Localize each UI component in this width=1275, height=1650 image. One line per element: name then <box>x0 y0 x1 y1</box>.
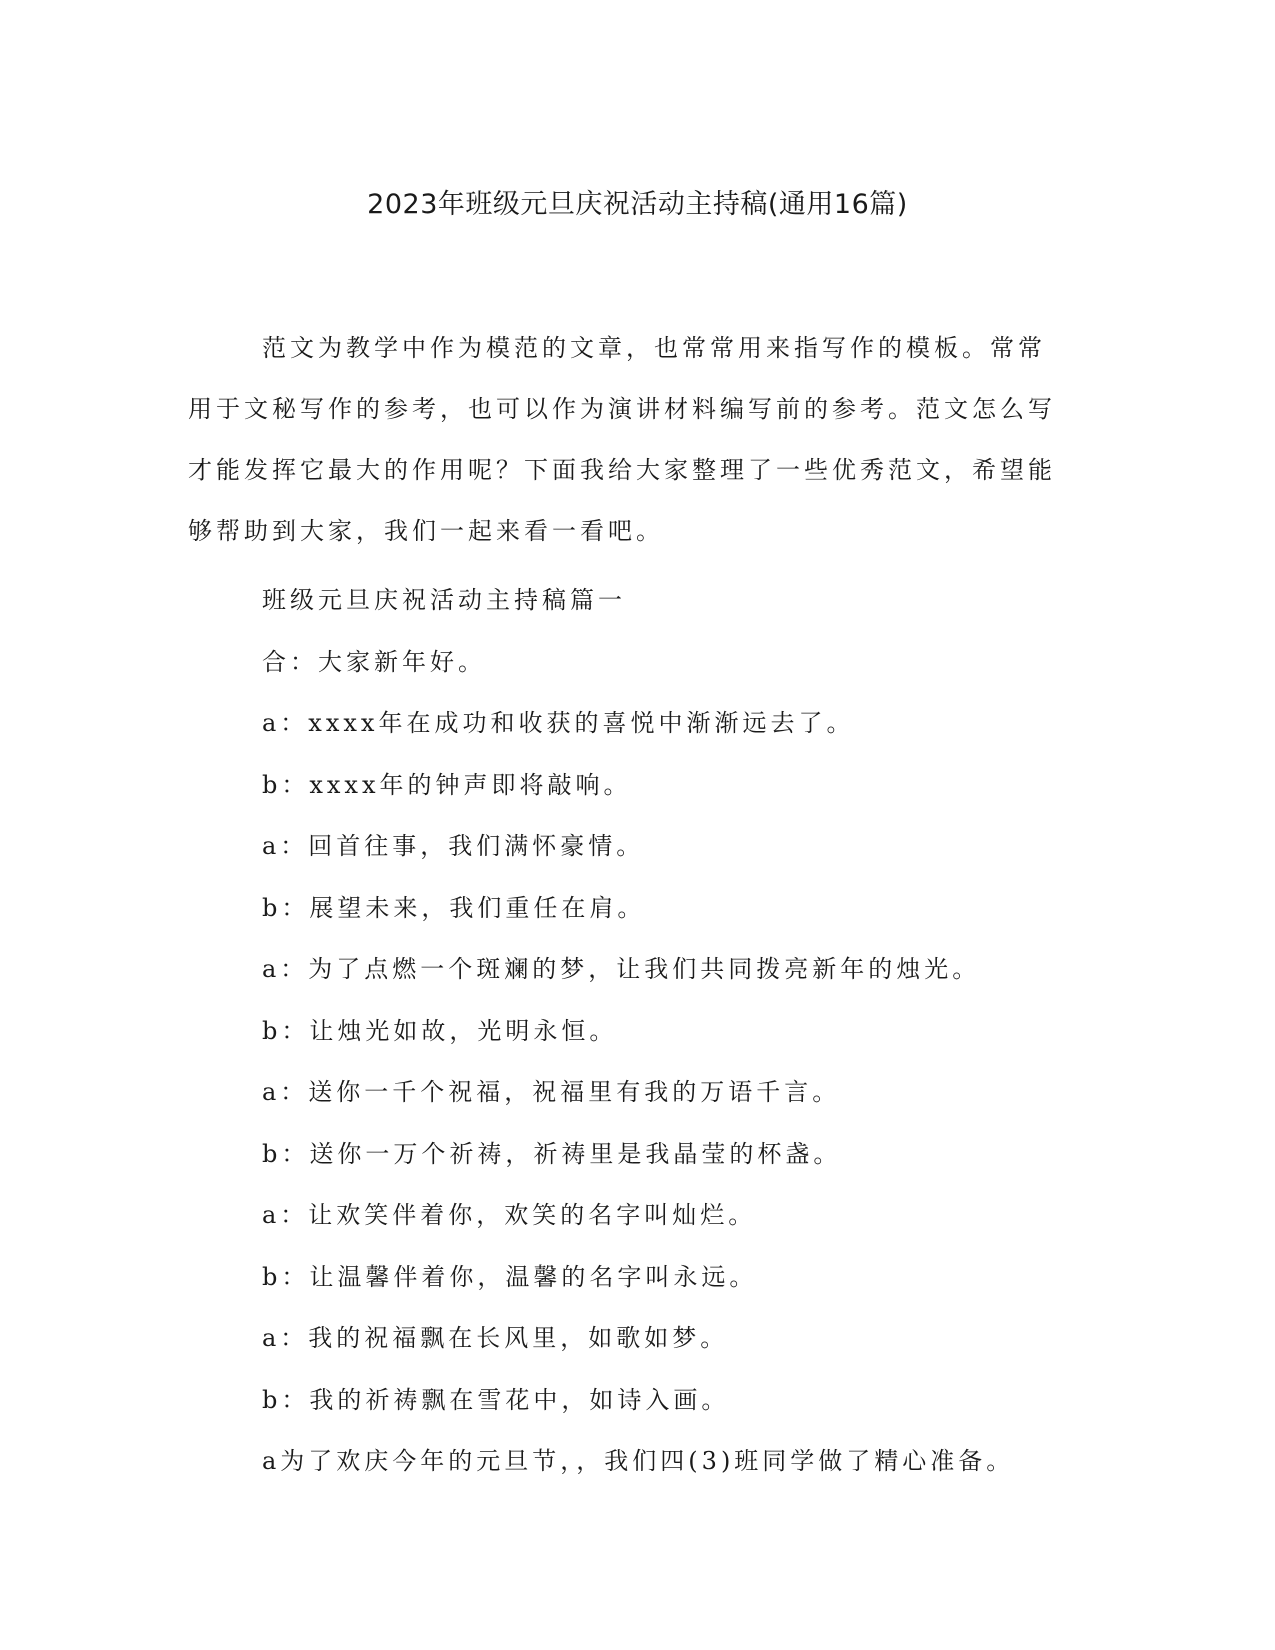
script-line: b：送你一万个祈祷，祈祷里是我晶莹的杯盏。 <box>262 1139 842 1168</box>
script-line: 合：大家新年好。 <box>262 647 486 676</box>
script-line: a：回首往事，我们满怀豪情。 <box>262 832 645 860</box>
section-heading: 班级元旦庆祝活动主持稿篇一 <box>262 586 626 614</box>
script-line: b：让烛光如故，光明永恒。 <box>262 1016 618 1045</box>
script-line: a：为了点燃一个斑斓的梦，让我们共同拨亮新年的烛光。 <box>262 955 981 983</box>
script-line: b：xxxx年的钟声即将敲响。 <box>262 770 632 799</box>
script-line: a为了欢庆今年的元旦节，，我们四(3)班同学做了精心准备。 <box>262 1447 1015 1475</box>
script-line: a：xxxx年在成功和收获的喜悦中渐渐远去了。 <box>262 709 855 737</box>
document-title: 2023年班级元旦庆祝活动主持稿(通用16篇) <box>367 189 908 220</box>
script-line: a：让欢笑伴着你，欢笑的名字叫灿烂。 <box>262 1201 757 1229</box>
intro-paragraph: 范文为教学中作为模范的文章，也常常用来指写作的模板。常常用于文秘写作的参考，也可以作为演讲材料编写前的参考。范文怎么写才能发挥它最大的作用呢？下面我给大家整理了一些优秀范文，希望能够帮助到大家，我们一起来看一看吧。 <box>188 334 1056 545</box>
script-line: a：我的祝福飘在长风里，如歌如梦。 <box>262 1324 729 1352</box>
script-line: b：展望未来，我们重任在肩。 <box>262 893 646 922</box>
script-lines <box>262 570 1102 1493</box>
script-line: a：送你一千个祝福，祝福里有我的万语千言。 <box>262 1078 841 1106</box>
script-line: b：我的祈祷飘在雪花中，如诗入画。 <box>262 1385 730 1414</box>
script-line: b：让温馨伴着你，温馨的名字叫永远。 <box>262 1262 758 1291</box>
